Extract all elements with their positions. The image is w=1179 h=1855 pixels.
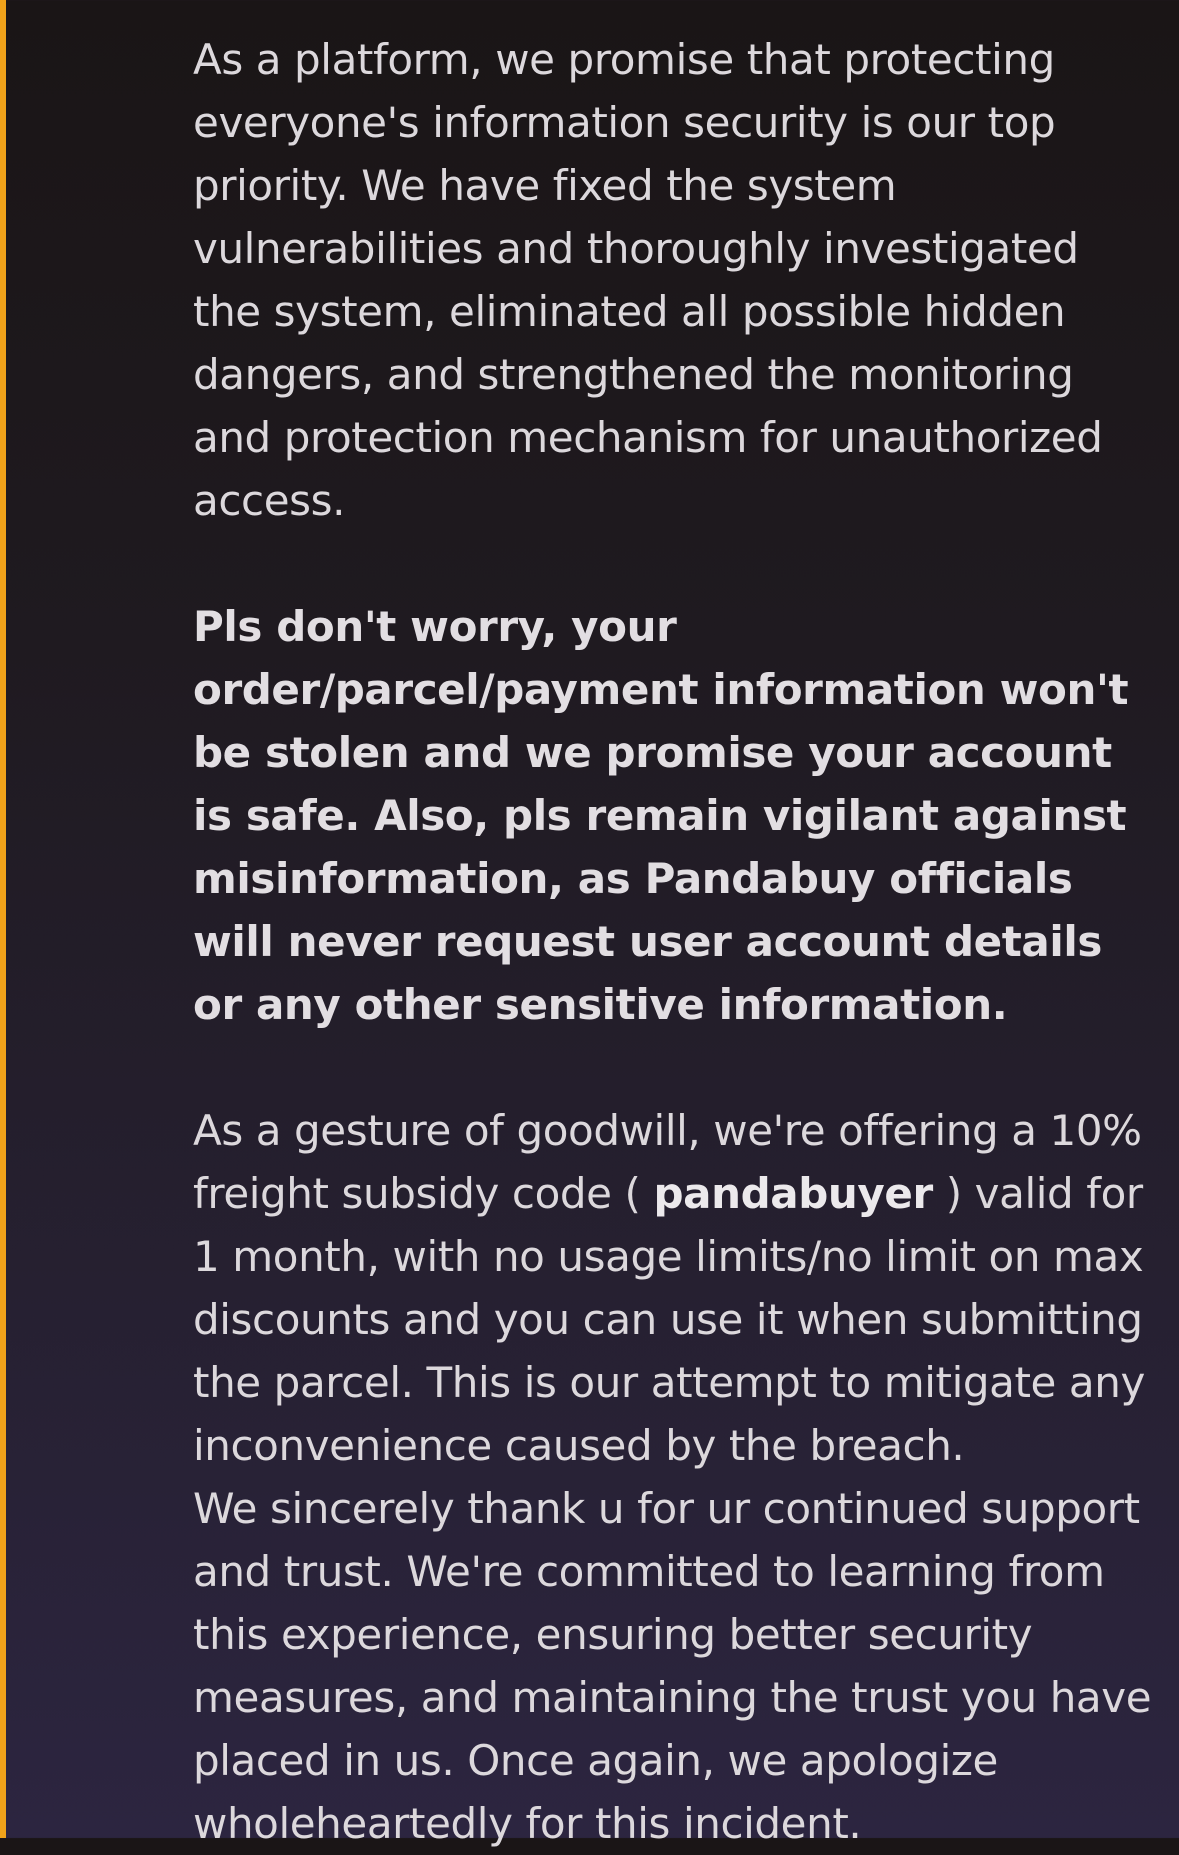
- paragraph-spacer: [193, 1036, 1153, 1099]
- discount-code[interactable]: pandabuyer: [653, 1169, 933, 1218]
- announcement-message: [193, 28, 1153, 1855]
- paragraph-spacer: [193, 532, 1153, 595]
- message-accent-bar: [0, 0, 6, 1838]
- offer-text-before-code: As a gesture of goodwill, we're offering a 10% freight subsidy code (: [193, 1106, 1142, 1218]
- apology-paragraph: We sincerely thank u for ur continued support and trust. We're committed to learning from this experience, ensuring better security measures, and maintaining the trust you have placed in us. Once again, we apologize wholeheartedly for this incident.: [193, 1484, 1152, 1848]
- security-statement-paragraph: As a platform, we promise that protecting everyone's information security is our top priority. We have fixed the system vulnerabilities and thoroughly investigated the system, eliminated all possible hidden dangers, and strengthened the monitoring and protection mechanism for unauthorized access.: [193, 35, 1103, 525]
- goodwill-offer-paragraph: [193, 1099, 1153, 1477]
- offer-text-after-code: ) valid for 1 month, with no usage limits/no limit on max discounts and you can use it when submitting the parcel. This is our attempt to mitigate any inconvenience caused by the breach.: [193, 1169, 1145, 1470]
- reassurance-paragraph: Pls don't worry, your order/parcel/payment information won't be stolen and we promise your account is safe. Also, pls remain vigilant against misinformation, as Pandabuy officials will never request user account details or any other sensitive information.: [193, 602, 1129, 1029]
